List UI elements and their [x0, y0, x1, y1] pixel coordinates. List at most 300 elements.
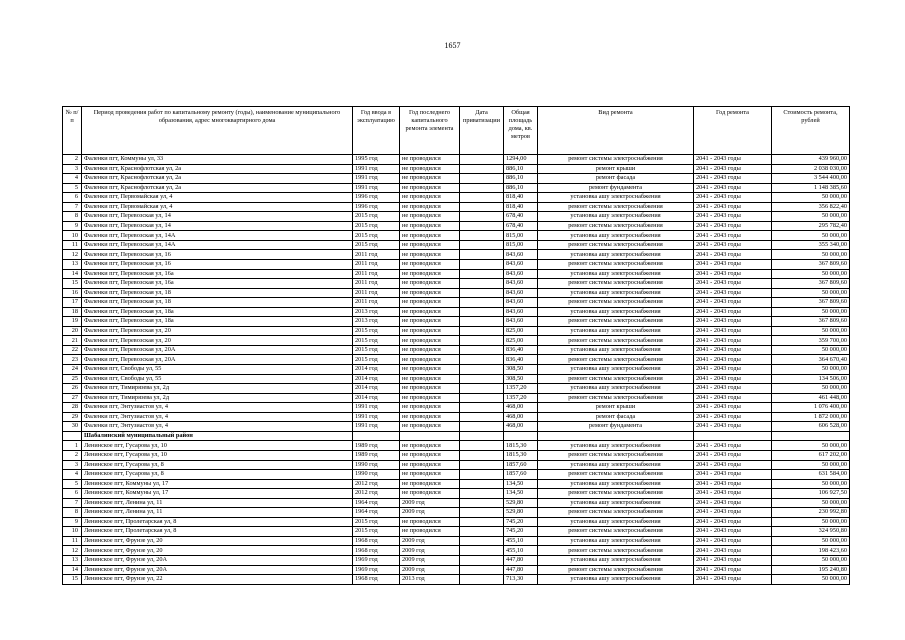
cell-area: 1857,60 — [504, 460, 538, 470]
cell-privatization — [460, 336, 504, 346]
cell-repair-type: установка ашу электроснабжения — [538, 517, 694, 527]
cell-no: 9 — [63, 517, 82, 527]
cell-cost: 367 809,60 — [772, 317, 850, 327]
cell-last-repair: не проводился — [400, 403, 460, 413]
cell-repair-type: установка ашу электроснабжения — [538, 384, 694, 394]
cell-area: 886,10 — [504, 164, 538, 174]
cell-last-repair: не проводился — [400, 250, 460, 260]
cell-repair-years: 2041 - 2043 годы — [694, 393, 772, 403]
cell-last-repair: не проводился — [400, 221, 460, 231]
table-header-row — [63, 107, 850, 155]
cell-no: 4 — [63, 174, 82, 184]
cell-address: Ленинское пгт, Гусарова ул, 8 — [82, 460, 353, 470]
cell-no: 12 — [63, 546, 82, 556]
cell-area: 886,10 — [504, 174, 538, 184]
cell-privatization — [460, 193, 504, 203]
cell-cost: 50 000,00 — [772, 231, 850, 241]
cell-year-built: 2013 год — [353, 317, 400, 327]
cell-year-built: 2015 год — [353, 326, 400, 336]
cell-address: Фаленки пгт, Перевозская ул, 18а — [82, 317, 353, 327]
cell-year-built: 2015 год — [353, 240, 400, 250]
cell-privatization — [460, 517, 504, 527]
cell-year-built: 2011 год — [353, 250, 400, 260]
cell-year-built: 2015 год — [353, 517, 400, 527]
cell-address: Фаленки пгт, Перевозская ул, 16 — [82, 250, 353, 260]
cell-privatization — [460, 269, 504, 279]
cell-repair-years — [694, 431, 772, 441]
cell-repair-years: 2041 - 2043 годы — [694, 527, 772, 537]
cell-privatization — [460, 393, 504, 403]
cell-year-built: 1996 год — [353, 193, 400, 203]
cell-address: Фаленки пгт, Перевозская ул, 20 — [82, 336, 353, 346]
cell-last-repair: не проводился — [400, 365, 460, 375]
cell-repair-years: 2041 - 2043 годы — [694, 164, 772, 174]
cell-privatization — [460, 250, 504, 260]
cell-repair-type: ремонт системы электроснабжения — [538, 298, 694, 308]
repair-table — [62, 106, 850, 585]
table-row — [63, 317, 850, 327]
cell-cost: 355 340,00 — [772, 240, 850, 250]
cell-cost: 50 000,00 — [772, 498, 850, 508]
cell-area: 678,40 — [504, 212, 538, 222]
cell-address: Фаленки пгт, Тимирязева ул, 2д — [82, 393, 353, 403]
cell-privatization — [460, 260, 504, 270]
cell-no: 7 — [63, 202, 82, 212]
cell-year-built: 1991 год — [353, 174, 400, 184]
cell-repair-years: 2041 - 2043 годы — [694, 450, 772, 460]
cell-year-built: 1964 год — [353, 498, 400, 508]
cell-cost: 367 809,60 — [772, 260, 850, 270]
cell-year-built: 1969 год — [353, 565, 400, 575]
cell-privatization — [460, 174, 504, 184]
cell-year-built: 1991 год — [353, 403, 400, 413]
cell-area: 818,40 — [504, 202, 538, 212]
cell-area: 134,50 — [504, 479, 538, 489]
cell-repair-years: 2041 - 2043 годы — [694, 479, 772, 489]
cell-cost: 50 000,00 — [772, 250, 850, 260]
cell-no: 22 — [63, 345, 82, 355]
cell-privatization — [460, 555, 504, 565]
cell-no: 25 — [63, 374, 82, 384]
cell-repair-type: ремонт системы электроснабжения — [538, 155, 694, 165]
cell-address: Ленинское пгт, Фрунзе ул, 20А — [82, 565, 353, 575]
table-row — [63, 336, 850, 346]
cell-year-built: 1991 год — [353, 422, 400, 432]
cell-cost: 367 809,60 — [772, 298, 850, 308]
cell-repair-type: ремонт системы электроснабжения — [538, 202, 694, 212]
cell-no: 5 — [63, 479, 82, 489]
cell-cost: 50 000,00 — [772, 269, 850, 279]
cell-last-repair: не проводился — [400, 336, 460, 346]
header-last-repair: Год последнего капитального ремонта элемента — [400, 107, 460, 155]
cell-repair-type: установка ашу электроснабжения — [538, 460, 694, 470]
cell-year-built: 2015 год — [353, 345, 400, 355]
cell-year-built: 1995 год — [353, 155, 400, 165]
cell-repair-years: 2041 - 2043 годы — [694, 412, 772, 422]
header-privatization: Дата приватизации — [460, 107, 504, 155]
table-row — [63, 508, 850, 518]
cell-privatization — [460, 508, 504, 518]
cell-no: 14 — [63, 565, 82, 575]
cell-privatization — [460, 183, 504, 193]
cell-no: 2 — [63, 450, 82, 460]
cell-no: 23 — [63, 355, 82, 365]
cell-repair-type: ремонт системы электроснабжения — [538, 260, 694, 270]
cell-cost: 134 506,00 — [772, 374, 850, 384]
cell-last-repair: не проводился — [400, 345, 460, 355]
cell-area: 886,10 — [504, 183, 538, 193]
cell-privatization — [460, 536, 504, 546]
cell-address: Фаленки пгт, Перевозская ул, 18 — [82, 288, 353, 298]
cell-repair-years: 2041 - 2043 годы — [694, 279, 772, 289]
cell-no: 21 — [63, 336, 82, 346]
cell-year-built: 2015 год — [353, 221, 400, 231]
cell-privatization — [460, 355, 504, 365]
cell-year-built: 1968 год — [353, 536, 400, 546]
table-row — [63, 164, 850, 174]
cell-cost: 50 000,00 — [772, 536, 850, 546]
cell-year-built: 2015 год — [353, 336, 400, 346]
cell-area: 843,60 — [504, 288, 538, 298]
cell-last-repair: не проводился — [400, 326, 460, 336]
cell-address: Ленинское пгт, Ленина ул, 11 — [82, 508, 353, 518]
cell-privatization — [460, 279, 504, 289]
cell-no: 14 — [63, 269, 82, 279]
cell-privatization — [460, 384, 504, 394]
cell-repair-years: 2041 - 2043 годы — [694, 260, 772, 270]
cell-cost: 50 000,00 — [772, 479, 850, 489]
cell-repair-years: 2041 - 2043 годы — [694, 250, 772, 260]
cell-privatization — [460, 164, 504, 174]
cell-no: 4 — [63, 470, 82, 480]
table-row — [63, 384, 850, 394]
page-number: 1657 — [444, 41, 461, 50]
cell-last-repair: не проводился — [400, 298, 460, 308]
cell-last-repair: не проводился — [400, 422, 460, 432]
cell-repair-type: ремонт системы электроснабжения — [538, 489, 694, 499]
cell-repair-type: ремонт системы электроснабжения — [538, 393, 694, 403]
cell-address: Ленинское пгт, Фрунзе ул, 22 — [82, 575, 353, 585]
header-cost: Стоимость ремонта, рублей — [772, 107, 850, 155]
cell-cost: 50 000,00 — [772, 384, 850, 394]
cell-cost: 50 000,00 — [772, 212, 850, 222]
cell-repair-type: ремонт системы электроснабжения — [538, 355, 694, 365]
cell-no: 19 — [63, 317, 82, 327]
cell-privatization — [460, 231, 504, 241]
cell-repair-type: ремонт фундамента — [538, 422, 694, 432]
cell-repair-type: установка ашу электроснабжения — [538, 498, 694, 508]
cell-area: 308,50 — [504, 374, 538, 384]
cell-last-repair — [400, 431, 460, 441]
cell-privatization — [460, 470, 504, 480]
cell-last-repair: не проводился — [400, 231, 460, 241]
cell-repair-years: 2041 - 2043 годы — [694, 221, 772, 231]
cell-cost: 364 670,40 — [772, 355, 850, 365]
cell-repair-type: установка ашу электроснабжения — [538, 288, 694, 298]
cell-area: 843,60 — [504, 307, 538, 317]
cell-repair-years: 2041 - 2043 годы — [694, 555, 772, 565]
cell-no: 5 — [63, 183, 82, 193]
cell-year-built: 1991 год — [353, 183, 400, 193]
cell-repair-type: ремонт крыши — [538, 403, 694, 413]
cell-repair-years: 2041 - 2043 годы — [694, 193, 772, 203]
table-row — [63, 345, 850, 355]
cell-area: 308,50 — [504, 365, 538, 375]
cell-privatization — [460, 345, 504, 355]
cell-last-repair: не проводился — [400, 517, 460, 527]
cell-no: 1 — [63, 441, 82, 451]
cell-repair-type: ремонт системы электроснабжения — [538, 470, 694, 480]
cell-last-repair: 2009 год — [400, 546, 460, 556]
cell-cost — [772, 431, 850, 441]
cell-area: 468,00 — [504, 422, 538, 432]
table-row — [63, 517, 850, 527]
cell-last-repair: не проводился — [400, 393, 460, 403]
cell-year-built — [353, 431, 400, 441]
cell-no: 24 — [63, 365, 82, 375]
table-row — [63, 403, 850, 413]
cell-address: Фаленки пгт, Энтузиастов ул, 4 — [82, 403, 353, 413]
cell-no: 3 — [63, 164, 82, 174]
table-row — [63, 393, 850, 403]
cell-repair-type: ремонт системы электроснабжения — [538, 221, 694, 231]
cell-privatization — [460, 575, 504, 585]
cell-repair-type: установка ашу электроснабжения — [538, 250, 694, 260]
cell-cost: 50 000,00 — [772, 575, 850, 585]
cell-last-repair: не проводился — [400, 155, 460, 165]
cell-year-built: 2011 год — [353, 260, 400, 270]
cell-cost: 50 000,00 — [772, 345, 850, 355]
cell-address: Фаленки пгт, Перевозская ул, 16а — [82, 269, 353, 279]
cell-year-built: 2015 год — [353, 527, 400, 537]
cell-repair-years: 2041 - 2043 годы — [694, 489, 772, 499]
cell-cost: 439 960,00 — [772, 155, 850, 165]
cell-repair-type: установка ашу электроснабжения — [538, 326, 694, 336]
cell-privatization — [460, 374, 504, 384]
cell-cost: 50 000,00 — [772, 517, 850, 527]
cell-area: 843,60 — [504, 317, 538, 327]
cell-no — [63, 431, 82, 441]
header-repair-years: Год ремонта — [694, 107, 772, 155]
cell-cost: 50 000,00 — [772, 441, 850, 451]
cell-last-repair: не проводился — [400, 164, 460, 174]
cell-year-built: 2011 год — [353, 269, 400, 279]
cell-cost: 1 148 385,60 — [772, 183, 850, 193]
cell-area: 818,40 — [504, 193, 538, 203]
cell-address: Фаленки пгт, Перевозская ул, 18 — [82, 298, 353, 308]
cell-privatization — [460, 212, 504, 222]
table-row — [63, 441, 850, 451]
cell-last-repair: 2009 год — [400, 508, 460, 518]
cell-year-built: 2015 год — [353, 231, 400, 241]
table-row — [63, 412, 850, 422]
cell-last-repair: не проводился — [400, 269, 460, 279]
cell-cost: 3 544 400,00 — [772, 174, 850, 184]
cell-repair-years: 2041 - 2043 годы — [694, 317, 772, 327]
cell-area: 836,40 — [504, 355, 538, 365]
table-row — [63, 374, 850, 384]
cell-year-built: 1990 год — [353, 460, 400, 470]
cell-address: Фаленки пгт, Коммуны ул, 33 — [82, 155, 353, 165]
cell-address: Фаленки пгт, Энтузиастов ул, 4 — [82, 412, 353, 422]
cell-address: Фаленки пгт, Перевозская ул, 14 — [82, 221, 353, 231]
cell-repair-years: 2041 - 2043 годы — [694, 326, 772, 336]
cell-address: Фаленки пгт, Тимирязева ул, 2д — [82, 384, 353, 394]
table-row — [63, 202, 850, 212]
cell-address: Ленинское пгт, Фрунзе ул, 20А — [82, 555, 353, 565]
cell-no: 28 — [63, 403, 82, 413]
cell-cost: 359 700,00 — [772, 336, 850, 346]
table-row — [63, 527, 850, 537]
cell-repair-years: 2041 - 2043 годы — [694, 422, 772, 432]
cell-repair-years: 2041 - 2043 годы — [694, 575, 772, 585]
cell-address: Ленинское пгт, Фрунзе ул, 20 — [82, 536, 353, 546]
cell-repair-years: 2041 - 2043 годы — [694, 336, 772, 346]
cell-area: 1357,20 — [504, 384, 538, 394]
cell-address: Ленинское пгт, Коммуны ул, 17 — [82, 489, 353, 499]
cell-year-built: 1964 год — [353, 508, 400, 518]
cell-last-repair: не проводился — [400, 212, 460, 222]
cell-year-built: 1990 год — [353, 470, 400, 480]
cell-last-repair: 2013 год — [400, 575, 460, 585]
cell-area: 713,30 — [504, 575, 538, 585]
table-row — [63, 250, 850, 260]
cell-no: 12 — [63, 250, 82, 260]
cell-last-repair: не проводился — [400, 441, 460, 451]
cell-last-repair: не проводился — [400, 174, 460, 184]
cell-address: Фаленки пгт, Первомайская ул, 4 — [82, 202, 353, 212]
cell-no: 16 — [63, 288, 82, 298]
cell-cost: 295 782,40 — [772, 221, 850, 231]
cell-repair-years: 2041 - 2043 годы — [694, 565, 772, 575]
table-row — [63, 279, 850, 289]
cell-year-built: 1968 год — [353, 575, 400, 585]
cell-year-built: 2013 год — [353, 307, 400, 317]
cell-privatization — [460, 412, 504, 422]
cell-privatization — [460, 240, 504, 250]
cell-area: 447,80 — [504, 565, 538, 575]
cell-area: 455,10 — [504, 536, 538, 546]
cell-repair-years: 2041 - 2043 годы — [694, 174, 772, 184]
cell-year-built: 1996 год — [353, 202, 400, 212]
cell-no: 7 — [63, 498, 82, 508]
cell-address: Ленинское пгт, Коммуны ул, 17 — [82, 479, 353, 489]
cell-cost: 617 202,00 — [772, 450, 850, 460]
header-no: № п/п — [63, 107, 82, 155]
cell-last-repair: не проводился — [400, 412, 460, 422]
cell-repair-years: 2041 - 2043 годы — [694, 460, 772, 470]
cell-year-built: 2012 год — [353, 489, 400, 499]
cell-no: 15 — [63, 279, 82, 289]
cell-repair-years: 2041 - 2043 годы — [694, 345, 772, 355]
cell-area: 1815,30 — [504, 450, 538, 460]
cell-address: Фаленки пгт, Перевозская ул, 16а — [82, 279, 353, 289]
cell-year-built: 2015 год — [353, 212, 400, 222]
cell-no: 9 — [63, 221, 82, 231]
table-row — [63, 355, 850, 365]
cell-last-repair: 2009 год — [400, 565, 460, 575]
cell-repair-years: 2041 - 2043 годы — [694, 470, 772, 480]
cell-year-built: 1989 год — [353, 441, 400, 451]
cell-last-repair: не проводился — [400, 260, 460, 270]
cell-no: 20 — [63, 326, 82, 336]
table-row — [63, 298, 850, 308]
table-row — [63, 498, 850, 508]
cell-area: 468,00 — [504, 403, 538, 413]
cell-privatization — [460, 221, 504, 231]
cell-cost: 230 992,80 — [772, 508, 850, 518]
cell-area: 1857,60 — [504, 470, 538, 480]
cell-no: 26 — [63, 384, 82, 394]
cell-area: 468,00 — [504, 412, 538, 422]
cell-repair-type: установка ашу электроснабжения — [538, 231, 694, 241]
cell-area: 836,40 — [504, 345, 538, 355]
cell-address: Ленинское пгт, Ленина ул, 11 — [82, 498, 353, 508]
cell-cost: 324 950,80 — [772, 527, 850, 537]
cell-year-built: 2014 год — [353, 384, 400, 394]
cell-no: 17 — [63, 298, 82, 308]
cell-no: 18 — [63, 307, 82, 317]
cell-privatization — [460, 298, 504, 308]
table-row — [63, 174, 850, 184]
cell-no: 6 — [63, 193, 82, 203]
cell-repair-years: 2041 - 2043 годы — [694, 240, 772, 250]
cell-area: 843,60 — [504, 250, 538, 260]
cell-address: Фаленки пгт, Свободы ул, 55 — [82, 374, 353, 384]
cell-year-built: 1969 год — [353, 555, 400, 565]
cell-area: 529,80 — [504, 508, 538, 518]
cell-repair-type: ремонт крыши — [538, 164, 694, 174]
table-row — [63, 155, 850, 165]
cell-privatization — [460, 498, 504, 508]
table-row — [63, 288, 850, 298]
cell-privatization — [460, 450, 504, 460]
cell-repair-years: 2041 - 2043 годы — [694, 365, 772, 375]
cell-last-repair: не проводился — [400, 307, 460, 317]
cell-repair-type: установка ашу электроснабжения — [538, 212, 694, 222]
cell-address: Фаленки пгт, Перевозская ул, 14 — [82, 212, 353, 222]
cell-cost: 1 872 000,00 — [772, 412, 850, 422]
cell-year-built: 1989 год — [353, 450, 400, 460]
cell-cost: 50 000,00 — [772, 193, 850, 203]
cell-cost: 461 448,00 — [772, 393, 850, 403]
cell-no: 3 — [63, 460, 82, 470]
cell-repair-type: ремонт системы электроснабжения — [538, 508, 694, 518]
cell-repair-years: 2041 - 2043 годы — [694, 546, 772, 556]
cell-repair-years: 2041 - 2043 годы — [694, 403, 772, 413]
cell-repair-type: установка ашу электроснабжения — [538, 345, 694, 355]
cell-repair-type — [538, 431, 694, 441]
cell-repair-years: 2041 - 2043 годы — [694, 536, 772, 546]
cell-area: 529,80 — [504, 498, 538, 508]
cell-repair-type: ремонт фундамента — [538, 183, 694, 193]
table-row — [63, 450, 850, 460]
table-body — [63, 155, 850, 585]
cell-repair-years: 2041 - 2043 годы — [694, 355, 772, 365]
cell-repair-years: 2041 - 2043 годы — [694, 298, 772, 308]
cell-privatization — [460, 288, 504, 298]
cell-cost: 367 809,60 — [772, 279, 850, 289]
cell-repair-years: 2041 - 2043 годы — [694, 212, 772, 222]
cell-address: Фаленки пгт, Перевозская ул, 20А — [82, 345, 353, 355]
table-row — [63, 555, 850, 565]
cell-repair-years: 2041 - 2043 годы — [694, 307, 772, 317]
table-row — [63, 231, 850, 241]
cell-privatization — [460, 489, 504, 499]
cell-last-repair: не проводился — [400, 279, 460, 289]
cell-address: Фаленки пгт, Первомайская ул, 4 — [82, 193, 353, 203]
cell-cost: 606 528,00 — [772, 422, 850, 432]
